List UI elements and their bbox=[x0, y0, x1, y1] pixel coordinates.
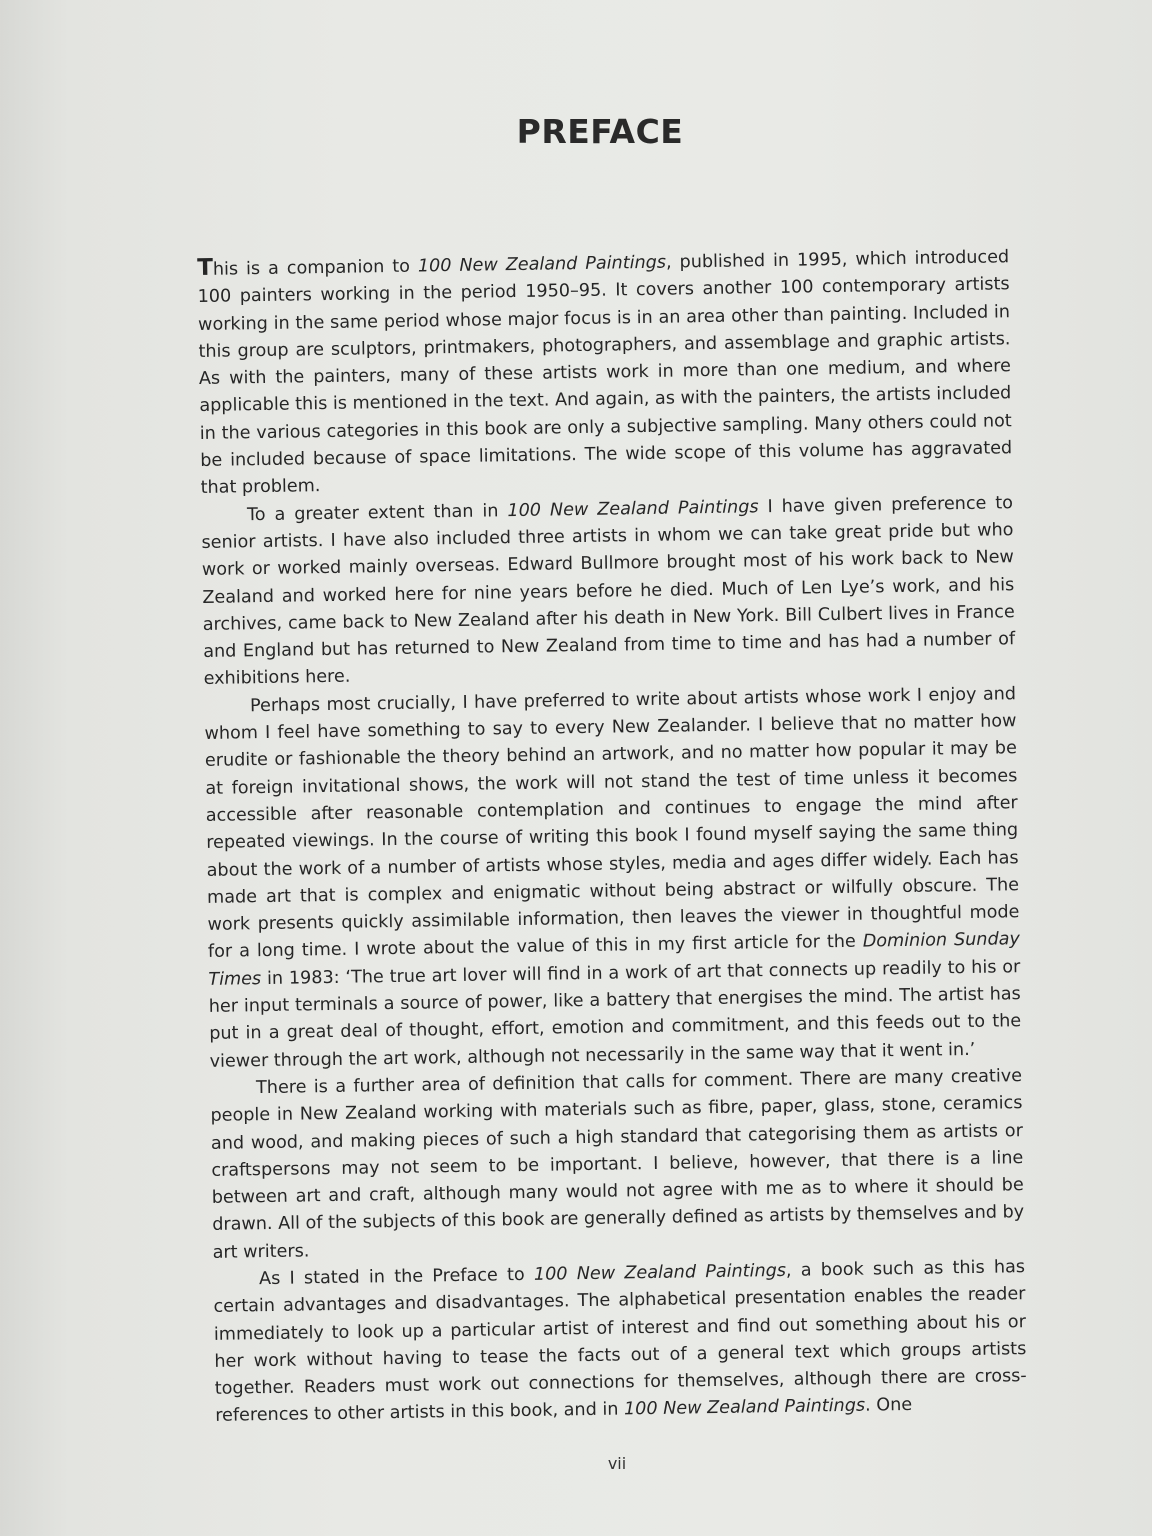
text-run: I have given preference to senior artists. I have also included three artists in whom we can take great pride but who work or worked mainly overseas. Edward Bullmore brought most of his work back to New Zealand and worked here for nine years before he died. Much of Len Lye’s work, and his archives, came back to New Zealand after his death in New York. Bill Culbert lives in France and England but has returned to New Zealand from time to time and has had a number of exhibitions here. bbox=[201, 492, 1016, 690]
body-paragraph bbox=[201, 490, 1016, 694]
text-run: To a greater extent than in bbox=[246, 500, 508, 525]
body-paragraph bbox=[213, 1254, 1027, 1431]
text-run: in 1983: ‘The true art lover will find in a work of art that connects up readily to his or her input terminals a source of power, like a battery that energises the mind. The artist has put in a great deal of thought, effort, emotion and commitment, and this feeds out to the viewer through the art work, although not necessarily in the same way that it went in.’ bbox=[208, 956, 1022, 1072]
page-number: vii bbox=[607, 1454, 627, 1473]
italic-title: 100 New Zealand Paintings bbox=[533, 1260, 787, 1285]
italic-title: 100 New Zealand Paintings bbox=[417, 252, 667, 277]
text-run: As I stated in the Preface to bbox=[258, 1264, 535, 1290]
text-run: , published in 1995, which introduced 100 painters working in the period 1950–95. It covers another 100 contemporary artists working in the same period whose major focus is in an area other than painting. Included in this group are sculptors, printmakers, photographers, and assemblage and graphic artists. As with the painters, many of these artists work in more than one medium, and where applicable this is mentioned in the text. And again, as with the painters, the artists included in the various categories in this book are only a subjective sampling. Many others could not be included because of space limitations. The wide scope of this volume has aggravated that problem. bbox=[197, 247, 1013, 499]
drop-cap: T bbox=[197, 254, 214, 281]
text-run: Perhaps most crucially, I have preferred to write about artists whose work I enjoy and whom I feel have something to say to every New Zealander. I believe that no matter how erudite or fashionable the theory behind an artwork, and no matter how popular it may be at foreign invitational shows, the work will not stand the test of time unless it becomes accessible after reasonable contemplation and continues to engage the mind after repeated viewings. In the course of writing this book I found myself saying the same thing about the work of a number of artists whose styles, media and ages differ widely. Each has made art that is complex and enigmatic without being abstract or wilfully obscure. The work presents quickly assimilable information, then leaves the viewer in thoughtful mode for a long time. I wrote about the value of this in my first article for the bbox=[204, 683, 1020, 963]
body-paragraph bbox=[197, 242, 1013, 502]
italic-title: 100 New Zealand Paintings bbox=[623, 1396, 866, 1420]
body-paragraph bbox=[204, 681, 1022, 1076]
body-paragraph bbox=[210, 1063, 1025, 1267]
text-run: There is a further area of definition that calls for comment. There are many creative people in New Zealand working with materials such as fibre, paper, glass, stone, ceramics and wood, and making pieces of such a high standard that categorising them as artists or craftspersons may not seem to be important. I believe, however, that there is a line between art and craft, although many would not agree with me as to where it should be drawn. All of the subjects of this book are generally defined as artists by themselves and by art writers. bbox=[210, 1066, 1025, 1263]
italic-title: 100 New Zealand Paintings bbox=[507, 496, 759, 521]
text-run: his is a companion to bbox=[212, 256, 419, 280]
italic-title: Dominion Sunday Times bbox=[208, 929, 1021, 990]
preface-body bbox=[197, 242, 1027, 1430]
page-title: PREFACE bbox=[516, 112, 684, 151]
text-run: , a book such as this has certain advantages and disadvantages. The alphabetical presentation enables the reader immediately to look up a particular artist of interest and find out something about his or her work without having to tease the facts out of a general text which groups artists together. Readers must work out connections for themselves, although there are cross-references to other artists in this book, and in bbox=[213, 1257, 1027, 1427]
text-run: . One bbox=[864, 1395, 913, 1417]
